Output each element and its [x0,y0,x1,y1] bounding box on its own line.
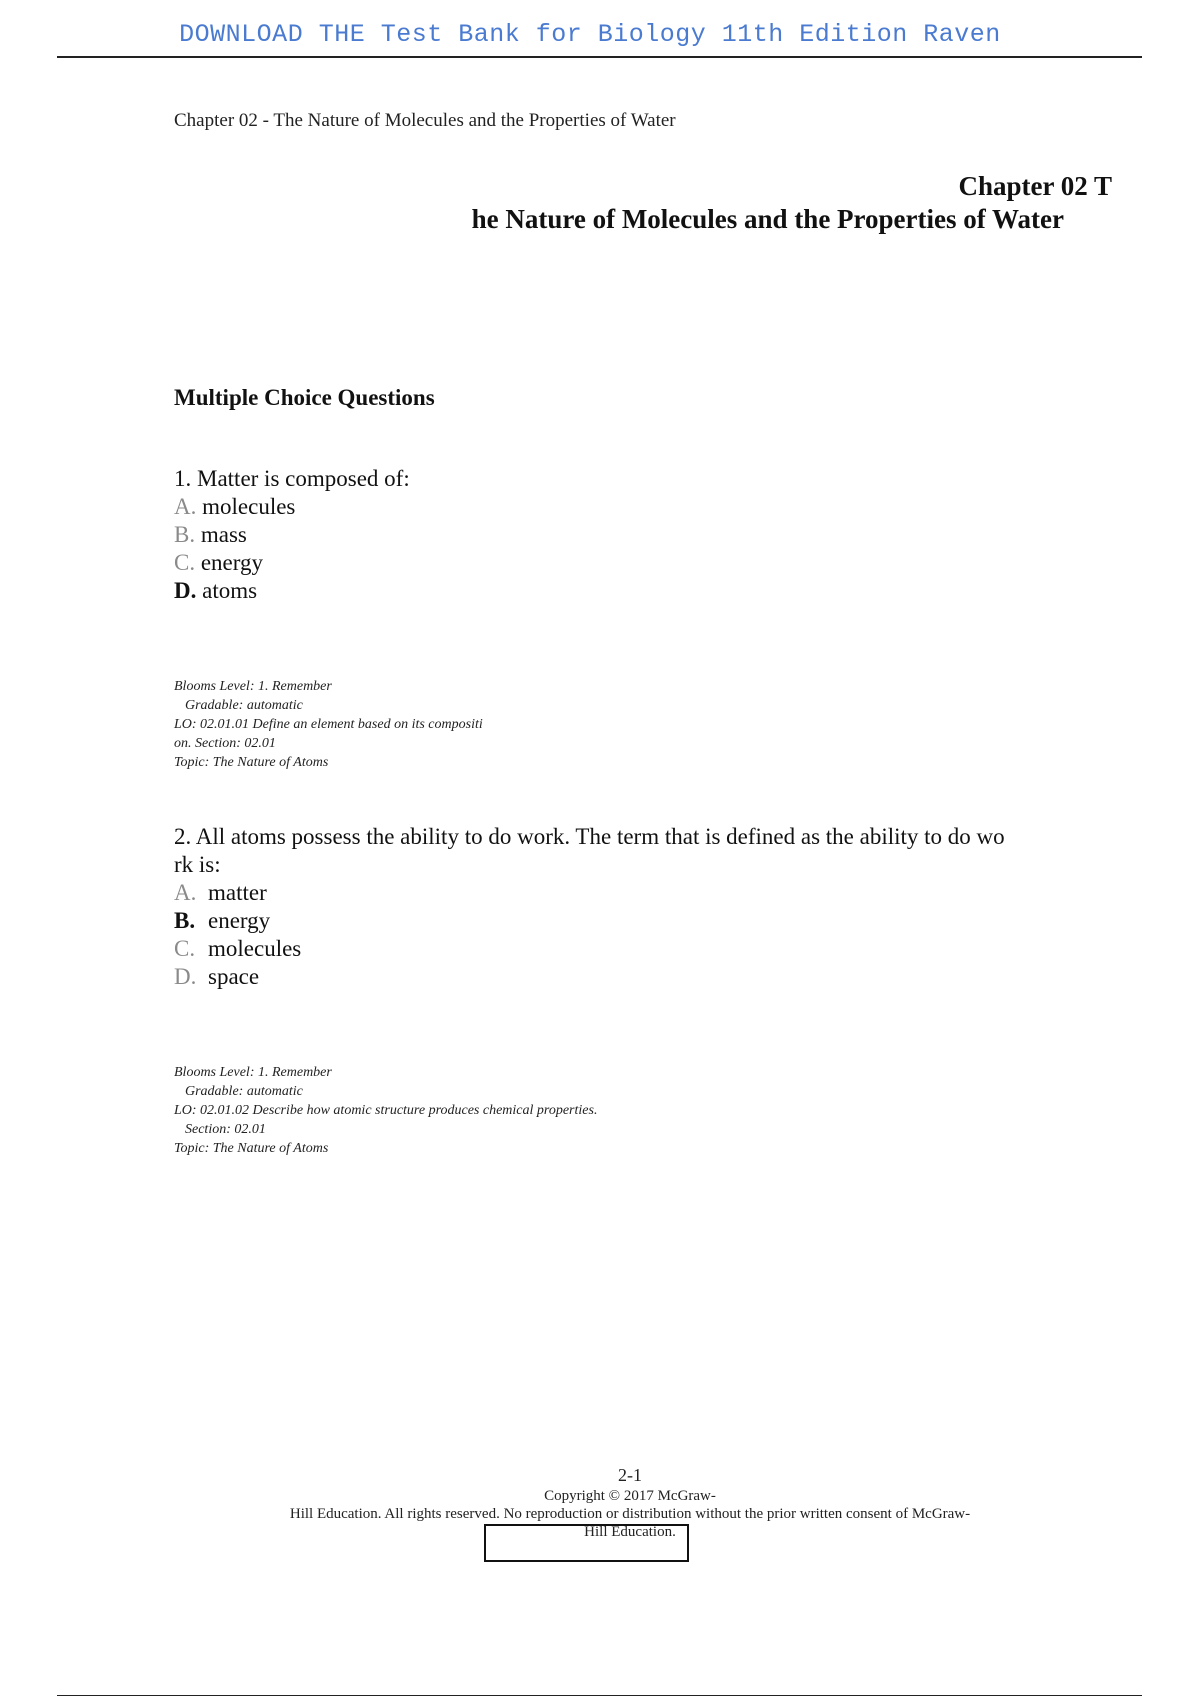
option-text: mass [200,522,247,547]
option-text: space [208,964,260,989]
header-divider [57,56,1142,58]
option-text: molecules [208,936,302,961]
answer-option-b [174,521,1074,549]
option-text: matter [208,880,267,905]
question-2-metadata [174,1063,734,1158]
answer-option-a [174,879,1074,907]
watermark-stamp-box [484,1524,689,1562]
blooms-level: Blooms Level: 1. Remember [174,1065,332,1080]
topic: Topic: The Nature of Atoms [174,1141,329,1156]
answer-option-c [174,935,1074,963]
question-stem-line-1: 2. All atoms possess the ability to do work. The term that is defined as the ability to do wo [174,824,1005,849]
copyright-line-2: Hill Education. All rights reserved. No reproduction or distribution without the prior written consent of McGraw- [289,1506,971,1522]
chapter-title-line-2: he Nature of Molecules and the Properties of Water [471,204,1064,234]
question-1 [174,465,1074,605]
section-heading: Multiple Choice Questions [174,385,435,410]
blooms-level: Blooms Level: 1. Remember [174,679,332,694]
option-letter: A. [174,494,197,519]
gradable: Gradable: automatic [185,698,303,713]
option-letter: B. [174,522,196,547]
copyright-line-1: Copyright © 2017 McGraw- [544,1488,716,1504]
answer-option-d [174,963,1074,991]
section: Section: 02.01 [185,1122,266,1137]
question-1-metadata [174,677,554,772]
question-stem-line-2: rk is: [174,852,221,877]
option-text: molecules [202,494,296,519]
answer-option-b [174,907,1074,935]
topic: Topic: The Nature of Atoms [174,755,329,770]
learning-objective: LO: 02.01.02 Describe how atomic structure produces chemical properties. [174,1103,598,1118]
option-text: atoms [202,578,258,603]
option-letter-correct: B. [174,908,196,933]
option-text: energy [200,550,264,575]
question-stem: 1. Matter is composed of: [174,466,410,491]
footer-divider [57,1695,1142,1696]
answer-option-a [174,493,1074,521]
copyright-line-3: Hill Education. [584,1524,676,1540]
option-letter-correct: D. [174,578,197,603]
option-letter: C. [174,550,196,575]
running-head: Chapter 02 - The Nature of Molecules and the Properties of Water [174,110,676,131]
answer-option-c [174,549,1074,577]
download-test-bank-link[interactable]: DOWNLOAD THE Test Bank for Biology 11th Edition Raven [179,20,1001,49]
option-letter: A. [174,880,197,905]
chapter-title [312,170,1112,236]
answer-options [174,879,1074,991]
chapter-title-line-1: Chapter 02 T [958,171,1112,201]
learning-objective: LO: 02.01.01 Define an element based on its compositi [174,717,483,732]
question-stem [174,823,1074,879]
option-letter: C. [174,936,196,961]
option-letter: D. [174,964,197,989]
question-2 [174,823,1074,991]
option-text: energy [208,908,271,933]
answer-options [174,493,1074,605]
gradable: Gradable: automatic [185,1084,303,1099]
answer-option-d [174,577,1074,605]
learning-objective-continued: on. Section: 02.01 [174,736,276,751]
page-number: 2-1 [618,1465,642,1485]
